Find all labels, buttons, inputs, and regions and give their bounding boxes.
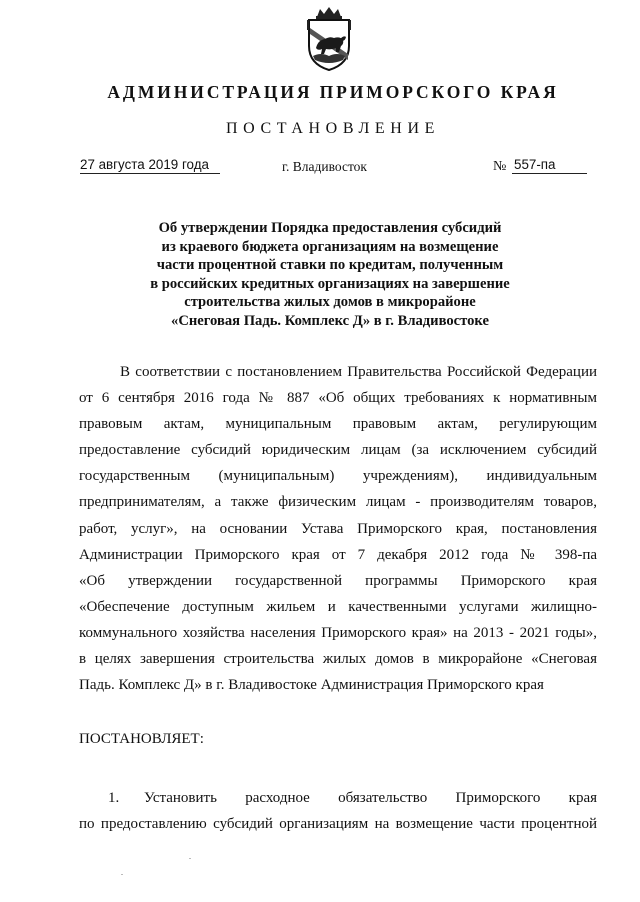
subject-line: в российских кредитных организациях на завершение [150, 275, 510, 292]
preamble-line: Администрации Приморского края от 7 декабря 2012 года № 398-па [79, 546, 597, 563]
preamble-line: предпринимателям, а также физическим лицам - производителям товаров, [79, 494, 597, 511]
scan-speck [189, 858, 191, 859]
clause-1-first-line [79, 785, 597, 811]
preamble-line: «Обеспечение доступным жильем и качественными услугами жилищно- [79, 598, 597, 615]
preamble-line: коммунального хозяйства населения Приморского края» на 2013 - 2021 годы», [79, 624, 597, 641]
resolves-heading: ПОСТАНОВЛЯЕТ: [79, 731, 204, 747]
administration-title: АДМИНИСТРАЦИЯ ПРИМОРСКОГО КРАЯ [107, 82, 559, 102]
subject-line: из краевого бюджета организациям на возмещение [161, 238, 499, 255]
subject-line: части процентной ставки по кредитам, полученным [156, 257, 504, 274]
preamble-line: Падь. Комплекс Д» в г. Владивостоке Администрация Приморского края [79, 677, 544, 694]
subject-line: Об утверждении Порядка предоставления субсидий [158, 220, 502, 236]
clause-1 [79, 785, 597, 837]
preamble-line: в целях завершения строительства жилых домов в микрорайоне «Снеговая [79, 651, 597, 668]
preamble-line: «Об утверждении государственной программы Приморского края [79, 572, 597, 589]
document-type-title: ПОСТАНОВЛЕНИЕ [226, 120, 440, 137]
preamble-line: государственным (муниципальным) учреждениям), индивидуальным [79, 468, 597, 485]
document-date: 27 августа 2019 года [80, 156, 220, 174]
preamble-line: правовым актам, муниципальным правовым актам, регулирующим [79, 416, 597, 433]
clause-number: 1. [108, 790, 120, 806]
document-subject [120, 219, 540, 331]
clause-1-text: Установить расходное обязательство Приморского края [144, 790, 597, 806]
subject-line: строительства жилых домов в микрорайоне [184, 294, 476, 311]
preamble-paragraph [79, 359, 597, 698]
document-number: 557-па [512, 156, 587, 174]
preamble-line: В соответствии с постановлением Правительства Российской Федерации [120, 364, 597, 380]
preamble-line: предоставление субсидий юридическим лицам (за исключением субсидий [79, 442, 597, 459]
preamble-line: работ, услуг», на основании Устава Приморского края, постановления [79, 520, 597, 537]
document-city: г. Владивосток [282, 159, 367, 174]
document-number-sign: № [493, 159, 507, 174]
preamble-line: от 6 сентября 2016 года № 887 «Об общих требованиях к нормативным [79, 390, 597, 407]
scan-speck [121, 874, 123, 875]
clause-1-second-line: по предоставлению субсидий организациям на возмещение части процентной [79, 816, 597, 832]
subject-line: «Снеговая Падь. Комплекс Д» в г. Владивостоке [171, 312, 489, 329]
coat-of-arms-icon [303, 6, 355, 72]
